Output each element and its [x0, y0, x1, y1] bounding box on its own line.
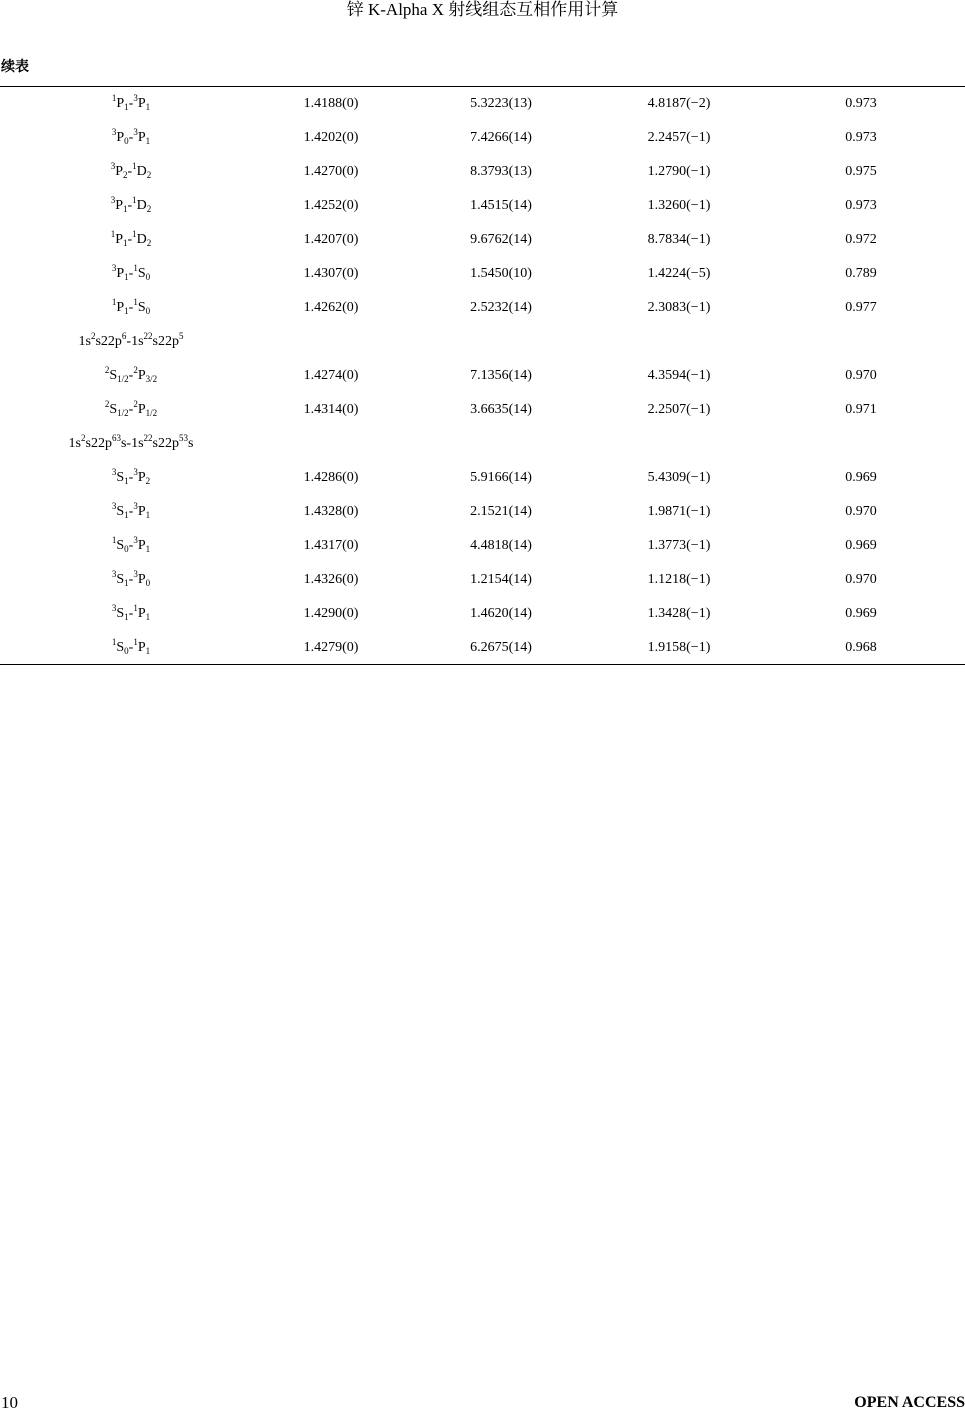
- term-part: P: [137, 606, 146, 621]
- term-part: 1: [124, 578, 129, 588]
- table-bottom-rule: [0, 664, 965, 665]
- term-part: 1: [133, 297, 138, 307]
- term-part: P: [116, 300, 125, 315]
- term-part: 0: [145, 578, 151, 588]
- strength-cell: 1.9158(−1): [647, 640, 711, 655]
- term-part: 2: [146, 204, 152, 214]
- ratio-cell: 0.970: [845, 572, 877, 587]
- term-part: 3/2: [145, 374, 158, 384]
- table-row: [0, 257, 965, 291]
- rate-cell: 2.1521(14): [470, 504, 532, 519]
- term-part: 2: [146, 238, 152, 248]
- term-part: 1: [145, 544, 151, 554]
- term-part: 1: [145, 646, 151, 656]
- term-part: 1/2: [117, 408, 129, 418]
- transition-term-cell: $^1S_0-^1P_1$: [111, 637, 151, 656]
- term-part: 1: [124, 510, 129, 520]
- term-part: P: [137, 572, 146, 587]
- wavelength-cell: 1.4252(0): [303, 198, 359, 213]
- table-row: [0, 393, 965, 427]
- strength-cell: 1.9871(−1): [647, 504, 711, 519]
- term-part: 0: [124, 544, 129, 554]
- term-part: 2: [133, 365, 138, 375]
- term-part: P: [137, 640, 146, 655]
- ratio-cell: 0.973: [845, 96, 877, 111]
- term-part: P: [137, 538, 146, 553]
- table-row: [0, 291, 965, 325]
- term-part: D: [136, 164, 147, 179]
- term-part: 1: [132, 229, 137, 239]
- term-part: 0: [145, 272, 151, 282]
- term-part: 0: [145, 306, 151, 316]
- strength-cell: 2.2457(−1): [647, 130, 711, 145]
- term-part: 2: [104, 399, 110, 409]
- ratio-cell: 0.972: [845, 232, 877, 247]
- term-part: 1: [133, 263, 138, 273]
- table-row: [0, 121, 965, 155]
- term-part: P: [116, 266, 125, 281]
- table-row: [0, 155, 965, 189]
- transition-term-cell: $^1P_1-^3P_1$: [111, 93, 151, 112]
- rate-cell: 9.6762(14): [470, 232, 532, 247]
- term-part: 1: [145, 102, 151, 112]
- rate-cell: 3.6635(14): [470, 402, 532, 417]
- term-part: 1: [124, 306, 129, 316]
- term-part: P: [137, 402, 146, 417]
- term-part: P: [116, 96, 125, 111]
- table-row: [0, 529, 965, 563]
- term-part: 3: [111, 263, 117, 273]
- wavelength-cell: 1.4270(0): [303, 164, 359, 179]
- rate-cell: 8.3793(13): [470, 164, 532, 179]
- rate-cell: 1.4515(14): [470, 198, 532, 213]
- term-part: 2: [104, 365, 110, 375]
- wavelength-cell: 1.4307(0): [303, 266, 359, 281]
- table-row: [0, 87, 965, 121]
- strength-cell: 1.1218(−1): [647, 572, 711, 587]
- term-part: 1: [124, 272, 129, 282]
- rate-cell: 2.5232(14): [470, 300, 532, 315]
- term-part: 2: [146, 170, 152, 180]
- term-part: S: [137, 266, 146, 281]
- data-table: [0, 87, 965, 665]
- term-part: 3: [110, 195, 116, 205]
- rate-cell: 1.2154(14): [470, 572, 532, 587]
- term-part: 1: [132, 161, 137, 171]
- configuration-label: $1s^2s22p^6-1s^{22}s22p^5$: [78, 331, 184, 349]
- transition-term-cell: $^3P_1-^1S_0$: [111, 263, 151, 282]
- term-part: S: [116, 470, 125, 485]
- term-part: S: [137, 300, 146, 315]
- ratio-cell: 0.969: [845, 470, 877, 485]
- ratio-cell: 0.975: [845, 164, 877, 179]
- term-part: 1: [123, 204, 128, 214]
- ratio-cell: 0.977: [845, 300, 877, 315]
- term-part: 1: [124, 612, 129, 622]
- wavelength-cell: 1.4202(0): [303, 130, 359, 145]
- table-caption: 续表: [1, 59, 29, 75]
- strength-cell: 5.4309(−1): [647, 470, 711, 485]
- transition-term-cell: $^1P_1-^1D_2$: [110, 229, 152, 248]
- term-part: 3: [133, 535, 138, 545]
- transition-term-cell: $^3S_1-^3P_1$: [111, 501, 151, 520]
- strength-cell: 2.3083(−1): [647, 300, 711, 315]
- term-part: S: [116, 606, 125, 621]
- term-part: P: [137, 96, 146, 111]
- rate-cell: 4.4818(14): [470, 538, 532, 553]
- term-part: 3: [111, 569, 117, 579]
- term-part: 0: [124, 136, 129, 146]
- term-part: 1: [110, 229, 116, 239]
- ratio-cell: 0.973: [845, 198, 877, 213]
- term-part: 2: [145, 476, 151, 486]
- ratio-cell: 0.789: [845, 266, 877, 281]
- table-row: [0, 495, 965, 529]
- transition-term-cell: $^1P_1-^1S_0$: [111, 297, 151, 316]
- transition-term-cell: $^3P_1-^1D_2$: [110, 195, 152, 214]
- table-group-row: [0, 325, 965, 359]
- strength-cell: 2.2507(−1): [647, 402, 711, 417]
- term-part: P: [115, 232, 123, 247]
- term-part: 1: [145, 612, 151, 622]
- term-part: 1/2: [117, 374, 129, 384]
- running-header: 锌 K-Alpha X 射线组态互相作用计算: [346, 0, 619, 19]
- wavelength-cell: 1.4328(0): [303, 504, 359, 519]
- term-part: 3: [133, 501, 138, 511]
- table-row: [0, 461, 965, 495]
- ratio-cell: 0.971: [845, 402, 877, 417]
- term-part: 2: [133, 399, 138, 409]
- term-part: 1/2: [145, 408, 158, 418]
- rate-cell: 5.9166(14): [470, 470, 532, 485]
- term-part: P: [115, 198, 123, 213]
- term-part: 2: [123, 170, 128, 180]
- ratio-cell: 0.970: [845, 368, 877, 383]
- rate-cell: 1.4620(14): [470, 606, 532, 621]
- strength-cell: 4.3594(−1): [647, 368, 711, 383]
- term-part: 0: [124, 646, 129, 656]
- ratio-cell: 0.970: [845, 504, 877, 519]
- configuration-label: $1s^2s22p^{63}s-1s^{22}s22p^{53}s$: [68, 433, 194, 451]
- term-part: S: [109, 368, 118, 383]
- transition-term-cell: $^2S_{1/2}-^2P_{1/2}$: [104, 399, 158, 418]
- term-part: 1: [132, 195, 137, 205]
- rate-cell: 7.4266(14): [470, 130, 532, 145]
- term-part: 3: [133, 93, 138, 103]
- wavelength-cell: 1.4274(0): [303, 368, 359, 383]
- rate-cell: 6.2675(14): [470, 640, 532, 655]
- table-row: [0, 223, 965, 257]
- wavelength-cell: 1.4188(0): [303, 96, 359, 111]
- strength-cell: 4.8187(−2): [647, 96, 711, 111]
- table-row: [0, 189, 965, 223]
- term-part: 1: [124, 102, 129, 112]
- term-part: 1: [145, 510, 151, 520]
- wavelength-cell: 1.4207(0): [303, 232, 359, 247]
- transition-term-cell: $^3S_1-^3P_0$: [111, 569, 151, 588]
- term-part: P: [137, 368, 146, 383]
- transition-term-cell: $^3S_1-^3P_2$: [111, 467, 151, 486]
- wavelength-cell: 1.4286(0): [303, 470, 359, 485]
- transition-term-cell: $^3P_2-^1D_2$: [110, 161, 152, 180]
- term-part: 3: [111, 127, 117, 137]
- term-part: 1: [124, 476, 129, 486]
- wavelength-cell: 1.4326(0): [303, 572, 359, 587]
- term-part: S: [109, 402, 118, 417]
- term-part: 3: [133, 569, 138, 579]
- term-part: 1: [145, 136, 151, 146]
- rate-cell: 5.3223(13): [470, 96, 532, 111]
- term-part: 1: [133, 603, 138, 613]
- term-part: S: [116, 640, 125, 655]
- open-access-label: OPEN ACCESS: [854, 1394, 965, 1411]
- term-part: 3: [133, 127, 138, 137]
- wavelength-cell: 1.4314(0): [303, 402, 359, 417]
- wavelength-cell: 1.4279(0): [303, 640, 359, 655]
- term-part: P: [137, 470, 146, 485]
- ratio-cell: 0.968: [845, 640, 877, 655]
- rate-cell: 7.1356(14): [470, 368, 532, 383]
- page-number: 10: [1, 1393, 18, 1412]
- strength-cell: 1.4224(−5): [647, 266, 711, 281]
- term-part: 1: [111, 535, 117, 545]
- transition-term-cell: $^3P_0-^3P_1$: [111, 127, 151, 146]
- ratio-cell: 0.973: [845, 130, 877, 145]
- term-part: 1: [133, 637, 138, 647]
- transition-term-cell: $^2S_{1/2}-^2P_{3/2}$: [104, 365, 158, 384]
- term-part: P: [137, 504, 146, 519]
- term-part: 3: [133, 467, 138, 477]
- rate-cell: 1.5450(10): [470, 266, 532, 281]
- strength-cell: 1.3428(−1): [647, 606, 711, 621]
- transition-term-cell: $^3S_1-^1P_1$: [111, 603, 151, 622]
- wavelength-cell: 1.4317(0): [303, 538, 359, 553]
- term-part: P: [116, 130, 125, 145]
- term-part: S: [116, 572, 125, 587]
- ratio-cell: 0.969: [845, 606, 877, 621]
- term-part: P: [137, 130, 146, 145]
- term-part: 3: [111, 501, 117, 511]
- strength-cell: 1.3773(−1): [647, 538, 711, 553]
- term-part: D: [136, 232, 147, 247]
- table-row: [0, 597, 965, 631]
- term-part: 1: [123, 238, 128, 248]
- table-group-row: [0, 427, 965, 461]
- term-part: D: [136, 198, 147, 213]
- strength-cell: 8.7834(−1): [647, 232, 711, 247]
- table-row: [0, 359, 965, 393]
- term-part: 1: [111, 637, 117, 647]
- term-part: 3: [110, 161, 116, 171]
- table-row: [0, 563, 965, 597]
- strength-cell: 1.3260(−1): [647, 198, 711, 213]
- table-row: [0, 631, 965, 665]
- term-part: S: [116, 538, 125, 553]
- term-part: P: [115, 164, 123, 179]
- term-part: 1: [111, 297, 117, 307]
- wavelength-cell: 1.4262(0): [303, 300, 359, 315]
- term-part: S: [116, 504, 125, 519]
- strength-cell: 1.2790(−1): [647, 164, 711, 179]
- term-part: 3: [111, 603, 117, 613]
- wavelength-cell: 1.4290(0): [303, 606, 359, 621]
- term-part: 1: [111, 93, 117, 103]
- transition-term-cell: $^1S_0-^3P_1$: [111, 535, 151, 554]
- term-part: 3: [111, 467, 117, 477]
- ratio-cell: 0.969: [845, 538, 877, 553]
